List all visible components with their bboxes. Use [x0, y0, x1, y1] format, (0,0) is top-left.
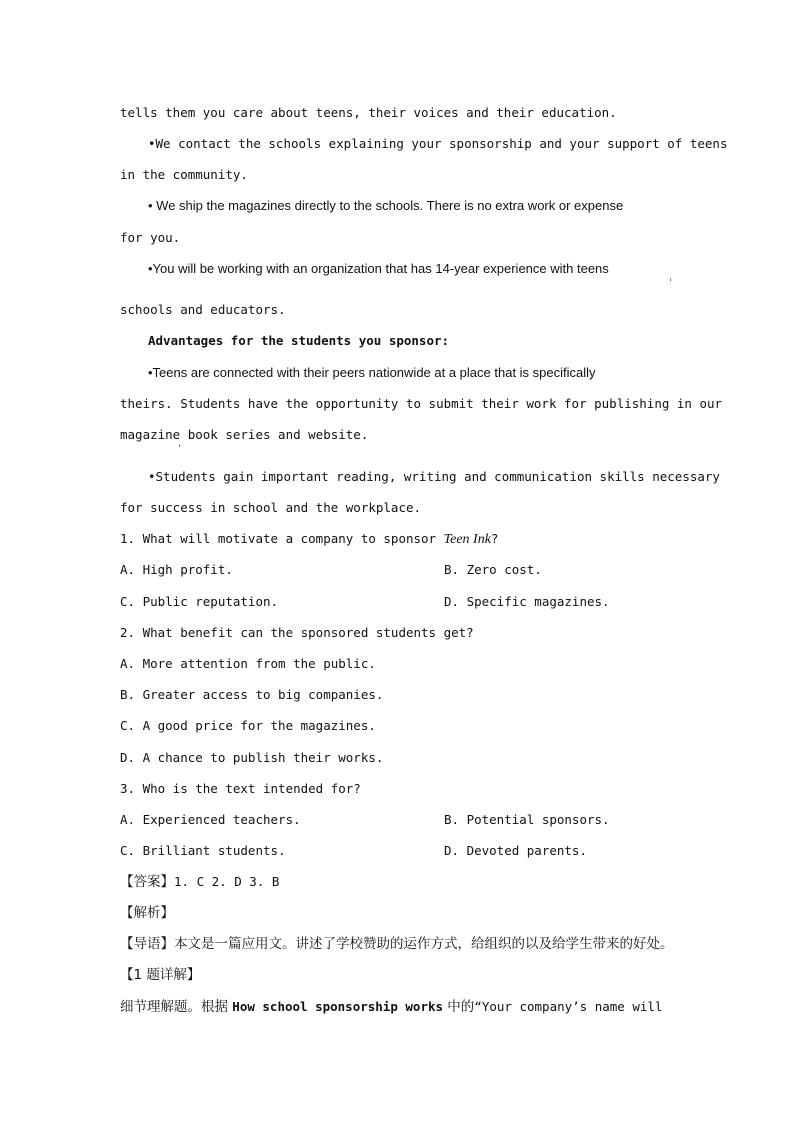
question-stem: [120, 530, 498, 549]
option-row: [120, 561, 542, 579]
bullet-line: •We contact the schools explaining your sponsorship and your support of teens: [148, 136, 728, 151]
option-a: A. More attention from the public.: [120, 656, 376, 671]
question-stem: 2. What benefit can the sponsored students get?: [120, 625, 474, 640]
option-d: D. Devoted parents.: [444, 843, 587, 858]
bullet-line: for you.: [120, 230, 181, 245]
q1-detail-quote: “Your company’s name will: [474, 999, 663, 1014]
question-mark: ?: [490, 531, 499, 546]
answer-line: [120, 873, 279, 891]
bullet-line: magazine book series and website.: [120, 427, 369, 442]
q1-detail-line: [120, 998, 662, 1016]
stray-mark: ': [668, 278, 674, 288]
option-a: A. High profit.: [120, 562, 233, 577]
bullet-line: •Students gain important reading, writing and communication skills necessary: [148, 469, 720, 484]
bullet-line: in the community.: [120, 167, 248, 182]
q1-detail-mid: 中的: [443, 999, 475, 1015]
magazine-name: Teen Ink: [443, 532, 491, 547]
bullet-line: schools and educators.: [120, 302, 286, 317]
guide-text: 本文是一篇应用文。讲述了学校赞助的运作方式，给组织的以及给学生带来的好处。: [174, 936, 674, 952]
option-d: D. Specific magazines.: [444, 594, 610, 609]
option-b: B. Zero cost.: [444, 562, 542, 577]
q1-detail-bold: How school sponsorship works: [232, 999, 444, 1014]
guide-label: 【导语】: [120, 936, 174, 952]
option-c: C. Brilliant students.: [120, 843, 286, 858]
analysis-label: 【解析】: [120, 905, 174, 921]
option-row: [120, 811, 610, 829]
guide-line: [120, 935, 674, 953]
question-stem: 3. Who is the text intended for?: [120, 781, 361, 796]
passage-line: tells them you care about teens, their voices and their education.: [120, 105, 617, 120]
q1-detail-text: 细节理解题。根据: [120, 999, 233, 1015]
bullet-line: for success in school and the workplace.: [120, 500, 422, 515]
bullet-line: •Teens are connected with their peers nationwide at a place that is specifically: [148, 365, 596, 380]
option-c: C. A good price for the magazines.: [120, 718, 376, 733]
answer-label: 【答案】: [120, 874, 174, 890]
section-heading: Advantages for the students you sponsor:: [148, 333, 450, 348]
option-b: B. Potential sponsors.: [444, 812, 610, 827]
option-row: [120, 593, 610, 611]
option-c: C. Public reputation.: [120, 594, 279, 609]
bullet-line: • We ship the magazines directly to the schools. There is no extra work or expense: [148, 198, 624, 213]
option-b: B. Greater access to big companies.: [120, 687, 384, 702]
bullet-line: theirs. Students have the opportunity to submit their work for publishing in our: [120, 396, 723, 411]
question-text: 1. What will motivate a company to sponsor: [120, 531, 444, 546]
option-a: A. Experienced teachers.: [120, 812, 301, 827]
option-d: D. A chance to publish their works.: [120, 750, 384, 765]
q1-detail-label: 【1 题详解】: [120, 967, 201, 983]
answer-value: 1. C 2. D 3. B: [174, 874, 280, 889]
stray-mark: ': [177, 444, 183, 454]
option-row: [120, 842, 587, 860]
bullet-line: •You will be working with an organization that has 14-year experience with teens: [148, 261, 609, 276]
